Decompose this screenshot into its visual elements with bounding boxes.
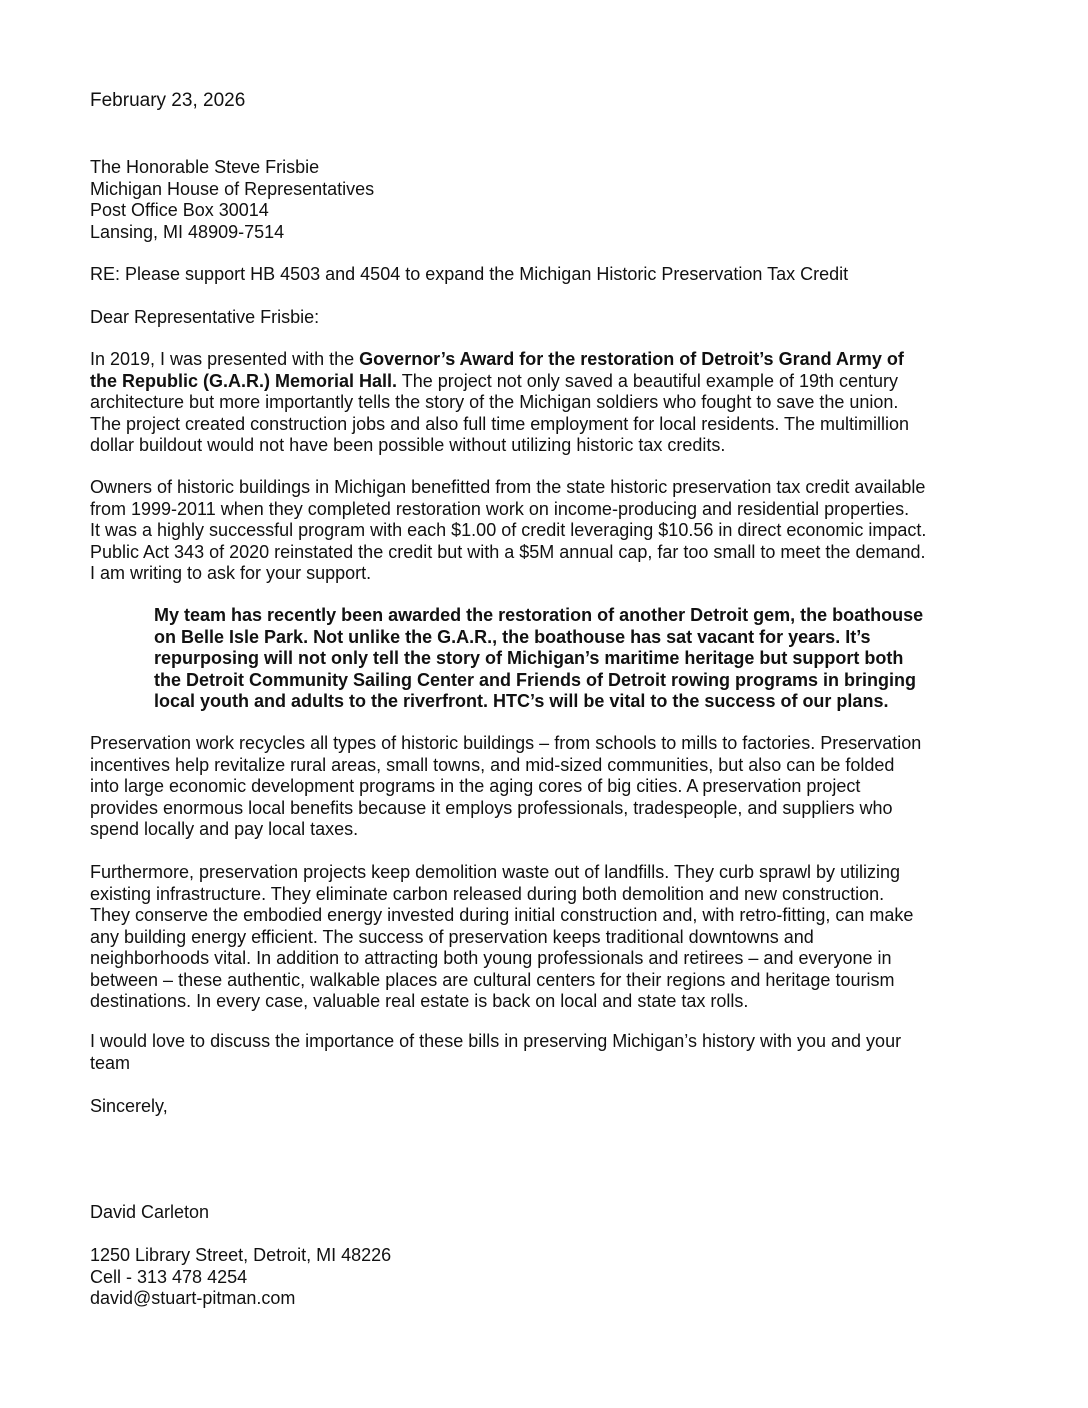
paragraph-governors-award — [90, 349, 1010, 457]
paragraph-line: between – these authentic, walkable places are cultural centers for their regions and heritage tourism — [90, 969, 895, 990]
paragraph-line: I am writing to ask for your support. — [90, 563, 372, 583]
recipient-name: The Honorable Steve Frisbie — [90, 157, 320, 177]
line-text: The project not only saved a beautiful example of 19th century — [397, 370, 899, 391]
closing: Sincerely, — [90, 1096, 168, 1116]
paragraph-line: from 1999-2011 when they completed restoration work on income-producing and residential properties. — [90, 498, 910, 519]
paragraph-line: dollar buildout would not have been possible without utilizing historic tax credits. — [90, 435, 726, 455]
paragraph-line: My team has recently been awarded the restoration of another Detroit gem, the boathouse — [154, 605, 924, 625]
subject-line: RE: Please support HB 4503 and 4504 to expand the Michigan Historic Preservation Tax Credit — [90, 264, 849, 284]
paragraph-line: local youth and adults to the riverfront. HTC’s will be vital to the success of our plans. — [154, 691, 889, 711]
paragraph-line: Owners of historic buildings in Michigan benefitted from the state historic preservation tax credit available — [90, 477, 926, 497]
signature-email — [90, 1288, 1010, 1310]
paragraph-preservation-benefits — [90, 733, 1010, 841]
paragraph-line: destinations. In every case, valuable real estate is back on local and state tax rolls. — [90, 991, 749, 1011]
recipient-organization: Michigan House of Representatives — [90, 178, 375, 199]
bold-award-text: the Republic (G.A.R.) Memorial Hall. — [90, 370, 398, 391]
paragraph-line — [90, 349, 1010, 371]
paragraph-line: team — [90, 1052, 131, 1073]
paragraph-line — [90, 371, 1010, 393]
signature-phone: Cell - 313 478 4254 — [90, 1266, 248, 1287]
paragraph-line: neighborhoods vital. In addition to attracting both young professionals and retirees – and everyone in — [90, 948, 892, 968]
paragraph-line: Public Act 343 of 2020 reinstated the credit but with a $5M annual cap, far too small to meet the demand. — [90, 541, 926, 562]
signature-name: David Carleton — [90, 1202, 210, 1222]
salutation: Dear Representative Frisbie: — [90, 307, 320, 327]
paragraph-line: provides enormous local benefits because it employs professionals, tradespeople, and suppliers who — [90, 797, 893, 818]
paragraph-line: They conserve the embodied energy invested during initial construction and, with retro-fitting, can make — [90, 905, 914, 925]
paragraph-line: on Belle Isle Park. Not unlike the G.A.R., the boathouse has sat vacant for years. It’s — [154, 626, 871, 647]
paragraph-line: Preservation work recycles all types of historic buildings – from schools to mills to factories. Preservation — [90, 733, 922, 753]
paragraph-line: repurposing will not only tell the story of Michigan’s maritime heritage but support both — [154, 648, 904, 668]
boathouse-quote-paragraph — [154, 605, 1004, 713]
paragraph-line: Furthermore, preservation projects keep demolition waste out of landfills. They curb sprawl by utilizing — [90, 862, 901, 882]
paragraph-line: I would love to discuss the importance of these bills in preserving Michigan’s history with you and your — [90, 1031, 902, 1051]
paragraph-discussion-request — [90, 1031, 1010, 1074]
recipient-address-line2: Lansing, MI 48909-7514 — [90, 221, 285, 242]
paragraph-line: any building energy efficient. The success of preservation keeps traditional downtowns and — [90, 926, 814, 947]
email-link[interactable]: david@stuart-pitman.com — [90, 1288, 296, 1308]
paragraph-line: into large economic development programs in the aging cores of big cities. A preservation project — [90, 776, 861, 796]
recipient-address — [90, 157, 1010, 243]
paragraph-line: the Detroit Community Sailing Center and Friends of Detroit rowing programs in bringing — [154, 669, 917, 690]
signature-contact-block — [90, 1245, 1010, 1310]
bold-award-text: Governor’s Award for the restoration of Detroit’s Grand Army of — [359, 349, 904, 369]
paragraph-line: architecture but more importantly tells the story of the Michigan soldiers who fought to save the union. — [90, 392, 899, 412]
paragraph-tax-credit-history — [90, 477, 1010, 585]
recipient-address-line1: Post Office Box 30014 — [90, 200, 269, 220]
signature-address: 1250 Library Street, Detroit, MI 48226 — [90, 1245, 392, 1265]
paragraph-line: existing infrastructure. They eliminate carbon released during both demolition and new construction. — [90, 883, 885, 904]
paragraph-line: spend locally and pay local taxes. — [90, 819, 359, 839]
line-text: In 2019, I was presented with the — [90, 349, 360, 369]
paragraph-line: The project created construction jobs and also full time employment for local residents. The multimillion — [90, 413, 910, 434]
paragraph-line: It was a highly successful program with each $1.00 of credit leveraging $10.56 in direct economic impact. — [90, 520, 927, 540]
letter-date: February 23, 2026 — [90, 90, 246, 111]
paragraph-line: incentives help revitalize rural areas, small towns, and mid-sized communities, but also can be folded — [90, 754, 895, 775]
paragraph-environmental-benefits — [90, 862, 1010, 1013]
